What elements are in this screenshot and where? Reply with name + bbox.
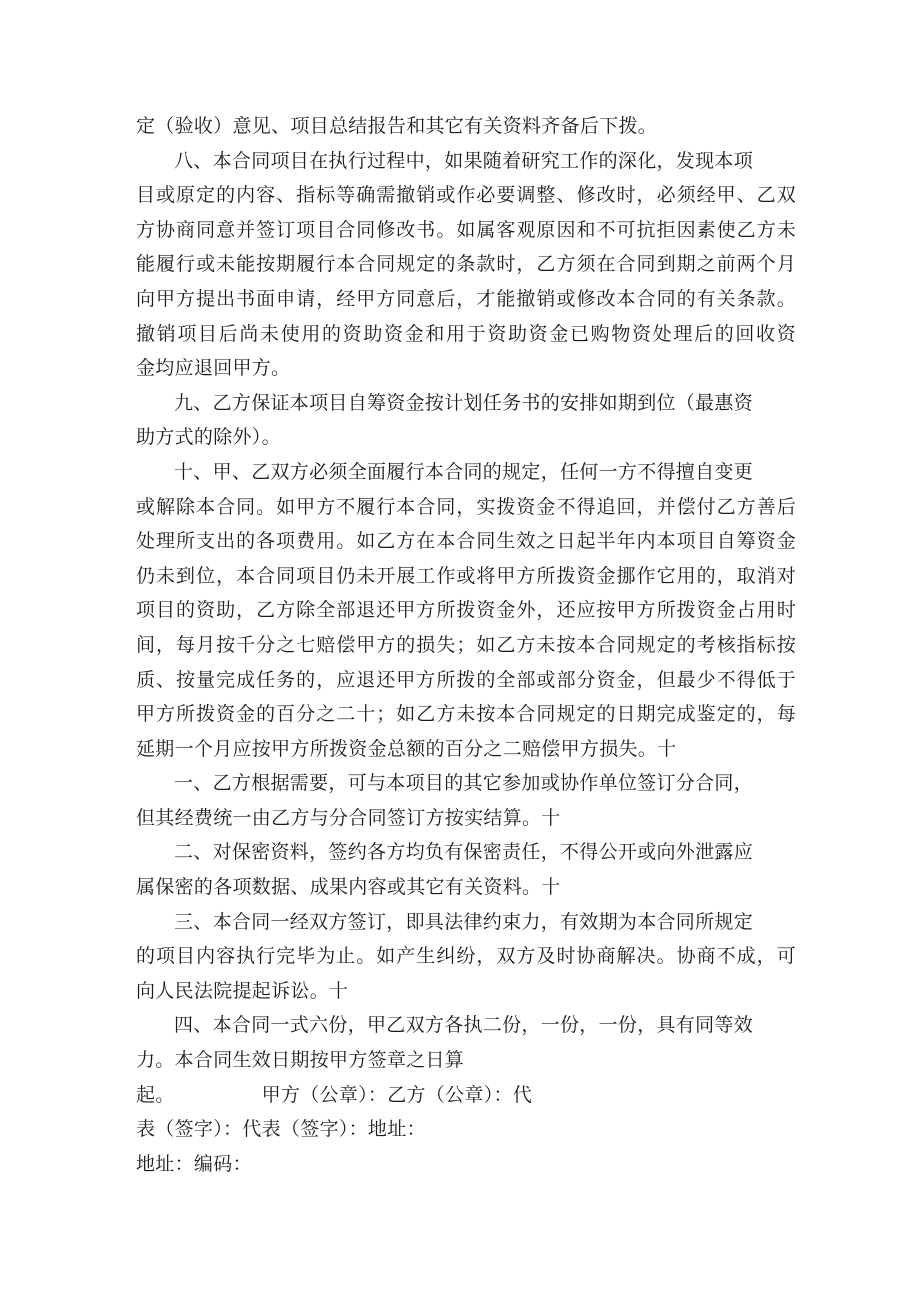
paragraph-8-line: 撤销项目后尚未使用的资助资金和用于资助资金已购物资处理后的回收资 <box>136 322 796 345</box>
paragraph-10-line: 处理所支出的各项费用。如乙方在本合同生效之日起半年内本项目自筹资金 <box>136 530 796 553</box>
paragraph-10-line: 延期一个月应按甲方所拨资金总额的百分之二赔偿甲方损失。十 <box>136 737 677 760</box>
paragraph-14-line: 力。本合同生效日期按甲方签章之日算 <box>136 1049 465 1072</box>
paragraph-13-line: 向人民法院提起诉讼。十 <box>136 979 349 1002</box>
paragraph-8-line: 八、本合同项目在执行过程中，如果随着研究工作的深化，发现本项 <box>174 149 754 172</box>
paragraph-9-line: 九、乙方保证本项目自筹资金按计划任务书的安排如期到位（最惠资 <box>174 391 754 414</box>
paragraph-12-line: 二、对保密资料，签约各方均负有保密责任，不得公开或向外泄露应 <box>174 841 754 864</box>
signature-line: 起。 甲方（公章）：乙方（公章）：代 <box>136 1083 533 1106</box>
paragraph-10-line: 甲方所拨资金的百分之二十；如乙方未按本合同规定的日期完成鉴定的，每 <box>136 703 796 726</box>
paragraph-10-line: 或解除本合同。如甲方不履行本合同，实拨资金不得追回，并偿付乙方善后 <box>136 495 796 518</box>
paragraph-11-line: 一、乙方根据需要，可与本项目的其它参加或协作单位签订分合同， <box>174 772 754 795</box>
paragraph-10-line: 间，每月按千分之七赔偿甲方的损失；如乙方未按本合同规定的考核指标按 <box>136 633 796 656</box>
paragraph-8-line: 方协商同意并签订项目合同修改书。如属客观原因和不可抗拒因素使乙方未 <box>136 218 796 241</box>
paragraph-8-line: 目或原定的内容、指标等确需撤销或作必要调整、修改时，必须经甲、乙双 <box>136 184 796 207</box>
paragraph-8-line: 能履行或未能按期履行本合同规定的条款时，乙方须在合同到期之前两个月 <box>136 253 796 276</box>
paragraph-14-line: 四、本合同一式六份，甲乙双方各执二份，一份，一份，具有同等效 <box>174 1014 754 1037</box>
paragraph-9-line: 助方式的除外）。 <box>136 426 281 449</box>
paragraph-10-line: 质、按量完成任务的，应退还甲方所拨的全部或部分资金，但最少不得低于 <box>136 668 796 691</box>
paragraph-13-line: 的项目内容执行完毕为止。如产生纠纷，双方及时协商解决。协商不成，可 <box>136 945 796 968</box>
paragraph-11-line: 但其经费统一由乙方与分合同签订方按实结算。十 <box>136 806 561 829</box>
paragraph-10-line: 项目的资助，乙方除全部退还甲方所拨资金外，还应按甲方所拨资金占用时 <box>136 599 796 622</box>
signature-line: 表（签字）：代表（签字）：地址： <box>136 1118 426 1141</box>
paragraph-13-line: 三、本合同一经双方签订，即具法律约束力，有效期为本合同所规定 <box>174 910 754 933</box>
signature-line: 地址：编码： <box>136 1152 252 1175</box>
contract-text <box>136 109 796 1181</box>
paragraph-8-line: 向甲方提出书面申请，经甲方同意后，才能撤销或修改本合同的有关条款。 <box>136 287 796 310</box>
text-line: 定（验收）意见、项目总结报告和其它有关资料齐备后下拨。 <box>136 115 658 137</box>
paragraph-12-line: 属保密的各项数据、成果内容或其它有关资料。十 <box>136 876 561 899</box>
paragraph-10-line: 仍未到位，本合同项目仍未开展工作或将甲方所拨资金挪作它用的，取消对 <box>136 564 796 587</box>
paragraph-10-line: 十、甲、乙双方必须全面履行本合同的规定，任何一方不得擅自变更 <box>174 460 754 483</box>
paragraph-8-line: 金均应退回甲方。 <box>136 357 291 380</box>
